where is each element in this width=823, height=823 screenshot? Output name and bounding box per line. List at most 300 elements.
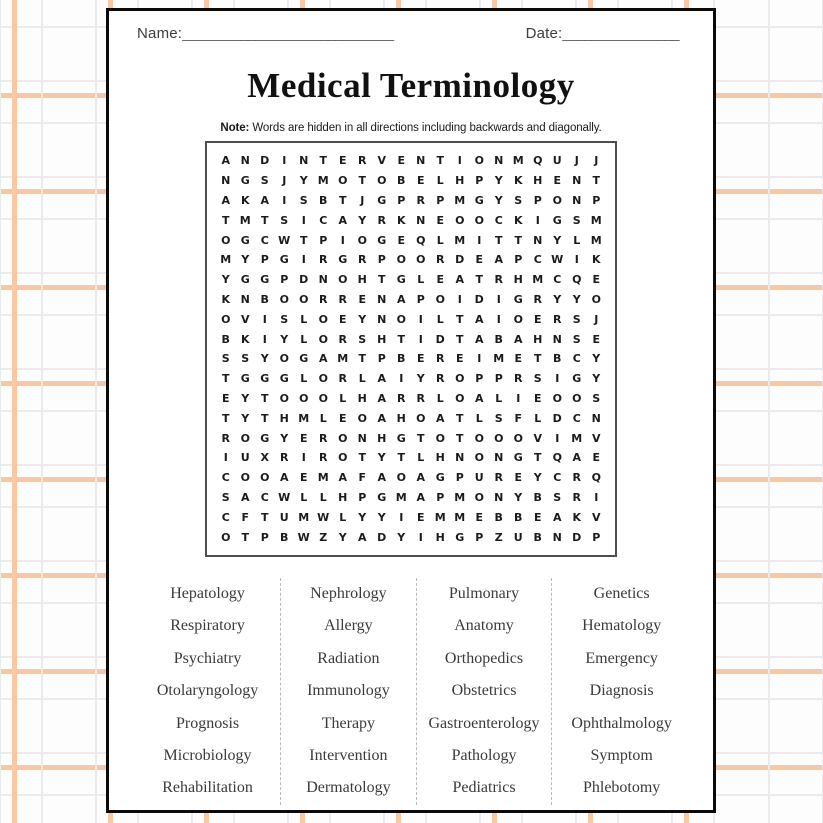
grid-letter: Y (280, 332, 289, 346)
grid-letter: R (397, 391, 406, 405)
grid-letter: P (416, 292, 425, 306)
grid-letter: K (396, 213, 406, 227)
grid-letter: Q (416, 233, 426, 247)
grid-letter: D (260, 154, 270, 168)
grid-letter: V (377, 154, 386, 168)
grid-letter: A (279, 471, 289, 485)
grid-letter: M (395, 490, 407, 504)
grid-letter: N (416, 213, 426, 227)
grid-letter: O (357, 233, 367, 247)
grid-letter: I (496, 292, 501, 306)
grid-letter: P (358, 490, 367, 504)
word-item: Nephrology (310, 585, 387, 602)
grid-letter: I (223, 451, 228, 465)
grid-letter: H (396, 411, 406, 425)
grid-letter: O (318, 332, 328, 346)
grid-letter: R (358, 154, 367, 168)
word-item: Genetics (593, 585, 650, 602)
grid-letter: A (572, 451, 581, 465)
grid-letter: O (299, 391, 309, 405)
grid-letter: M (454, 510, 466, 524)
grid-letter: T (533, 451, 542, 465)
grid-letter: M (337, 352, 349, 366)
grid-letter: R (416, 391, 425, 405)
grid-letter: O (279, 292, 289, 306)
grid-letter: N (357, 431, 367, 445)
grid-letter: E (338, 312, 347, 326)
grid-letter: T (397, 451, 405, 465)
grid-letter: O (435, 292, 445, 306)
grid-letter: I (399, 372, 404, 386)
word-item: Hematology (582, 617, 662, 635)
grid-letter: T (319, 154, 327, 168)
grid-letter: L (417, 451, 425, 465)
grid-letter: A (221, 193, 230, 207)
grid-letter: T (358, 352, 366, 366)
grid-letter: P (377, 253, 386, 267)
grid-letter: S (514, 193, 523, 207)
grid-letter: U (279, 510, 289, 524)
grid-letter: O (221, 530, 231, 544)
grid-letter: O (455, 391, 465, 405)
grid-letter: P (592, 530, 601, 544)
grid-letter: C (572, 411, 581, 425)
word-item: Immunology (307, 682, 390, 700)
grid-letter: I (594, 490, 599, 504)
word-item: Microbiology (163, 746, 252, 764)
grid-letter: E (475, 253, 483, 267)
grid-letter: N (591, 411, 601, 425)
grid-letter: P (280, 273, 289, 287)
grid-letter: L (339, 391, 347, 405)
grid-letter: Y (533, 471, 542, 485)
grid-letter: M (590, 233, 602, 247)
grid-letter: H (435, 530, 445, 544)
word-column (135, 578, 280, 805)
grid-letter: E (592, 273, 600, 287)
grid-letter: P (377, 352, 386, 366)
grid-letter: V (533, 431, 542, 445)
grid-letter: A (396, 292, 406, 306)
grid-letter: C (319, 213, 328, 227)
grid-letter: H (435, 451, 445, 465)
grid-letter: B (533, 490, 542, 504)
grid-letter: P (455, 471, 464, 485)
grid-letter: S (299, 193, 308, 207)
grid-letter: H (338, 490, 348, 504)
grid-letter: Q (552, 451, 562, 465)
grid-letter: M (454, 233, 466, 247)
grid-letter: O (338, 431, 348, 445)
grid-letter: M (239, 213, 251, 227)
grid-letter: W (297, 530, 310, 544)
grid-letter: N (494, 154, 504, 168)
grid-letter: R (436, 372, 445, 386)
grid-letter: C (221, 471, 230, 485)
grid-letter: O (338, 451, 348, 465)
grid-letter: L (573, 233, 581, 247)
grid-letter: T (260, 391, 269, 405)
grid-letter: B (553, 352, 562, 366)
grid-letter: R (494, 471, 503, 485)
name-label: Name: (137, 25, 183, 42)
word-item: Anatomy (454, 617, 514, 635)
grid-letter: B (397, 174, 406, 188)
grid-letter: S (592, 391, 601, 405)
grid-letter: E (553, 174, 561, 188)
worksheet-page (106, 8, 716, 813)
grid-letter: T (221, 372, 230, 386)
grid-letter: F (514, 411, 522, 425)
grid-letter: K (513, 213, 523, 227)
grid-letter: O (474, 451, 484, 465)
grid-letter: N (494, 490, 504, 504)
grid-letter: E (299, 471, 308, 485)
grid-letter: T (299, 233, 308, 247)
grid-letter: T (592, 174, 600, 188)
word-column (551, 578, 691, 805)
grid-letter: E (299, 431, 308, 445)
grid-letter: R (572, 471, 581, 485)
grid-letter: A (377, 411, 386, 425)
grid-letter: T (260, 213, 269, 227)
grid-letter: X (260, 451, 269, 465)
word-item: Rehabilitation (162, 779, 253, 797)
grid-letter: E (397, 154, 405, 168)
grid-letter: T (338, 193, 347, 207)
grid-letter: T (221, 213, 230, 227)
grid-letter: T (514, 233, 522, 247)
grid-letter: P (475, 174, 484, 188)
grid-letter: R (377, 213, 386, 227)
grid-letter: M (493, 352, 505, 366)
grid-letter: O (260, 471, 270, 485)
grid-letter: R (338, 372, 347, 386)
grid-letter: R (221, 431, 230, 445)
word-item: Ophthalmology (571, 714, 672, 732)
grid-letter: B (221, 332, 230, 346)
grid-letter: Q (533, 154, 543, 168)
grid-letter: P (260, 530, 269, 544)
grid-letter: A (455, 273, 464, 287)
grid-letter: A (338, 471, 347, 485)
grid-letter: M (571, 431, 583, 445)
grid-letter: O (513, 312, 523, 326)
grid-letter: L (300, 490, 308, 504)
grid-letter: Y (260, 352, 269, 366)
grid-letter: G (455, 530, 465, 544)
grid-letter: E (475, 510, 483, 524)
grid-letter: C (553, 471, 562, 485)
grid-letter: B (260, 292, 269, 306)
grid-letter: G (396, 273, 406, 287)
grid-letter: K (240, 193, 250, 207)
grid-letter: Y (397, 530, 406, 544)
grid-letter: R (436, 352, 445, 366)
grid-letter: N (572, 193, 582, 207)
grid-letter: T (455, 332, 464, 346)
grid-letter: H (279, 411, 289, 425)
grid-letter: J (574, 154, 579, 168)
grid-letter: Z (319, 530, 328, 544)
grid-letter: J (594, 312, 599, 326)
grid-letter: G (240, 273, 250, 287)
date-field-group (526, 25, 679, 42)
grid-letter: L (495, 391, 503, 405)
grid-letter: B (280, 530, 289, 544)
grid-letter: O (299, 292, 309, 306)
grid-letter: R (436, 253, 445, 267)
word-item: Pathology (451, 746, 517, 764)
grid-letter: O (318, 372, 328, 386)
grid-letter: Q (591, 471, 601, 485)
grid-letter: O (318, 312, 328, 326)
grid-letter: J (594, 154, 599, 168)
grid-letter: A (474, 312, 484, 326)
grid-letter: N (299, 154, 309, 168)
grid-letter: Y (514, 490, 523, 504)
grid-letter: G (513, 451, 523, 465)
grid-letter: I (301, 451, 306, 465)
page-title: Medical Terminology (247, 66, 575, 105)
grid-letter: P (592, 193, 601, 207)
grid-letter: G (240, 174, 250, 188)
grid-letter: F (358, 471, 366, 485)
grid-letter: C (572, 352, 581, 366)
grid-letter: Q (572, 273, 582, 287)
grid-letter: R (553, 312, 562, 326)
grid-letter: D (474, 292, 484, 306)
grid-letter: M (590, 213, 602, 227)
grid-letter: K (513, 174, 523, 188)
grid-letter: D (455, 253, 465, 267)
grid-letter: F (241, 510, 249, 524)
grid-letter: I (555, 372, 560, 386)
grid-letter: S (358, 332, 367, 346)
grid-letter: B (533, 530, 542, 544)
grid-letter: M (512, 154, 524, 168)
word-item: Phlebotomy (582, 779, 661, 797)
grid-letter: O (513, 431, 523, 445)
grid-letter: N (572, 174, 582, 188)
grid-letter: C (260, 490, 269, 504)
grid-letter: R (416, 193, 425, 207)
grid-letter: Y (241, 411, 250, 425)
grid-letter: I (574, 253, 579, 267)
grid-letter: I (282, 154, 287, 168)
word-item: Therapy (321, 714, 376, 732)
grid-letter: R (533, 292, 542, 306)
grid-letter: S (221, 490, 230, 504)
grid-letter: C (260, 233, 269, 247)
grid-letter: T (436, 154, 444, 168)
grid-letter: P (494, 372, 503, 386)
grid-letter: A (377, 372, 386, 386)
grid-letter: O (591, 292, 601, 306)
grid-letter: S (572, 213, 581, 227)
grid-letter: O (474, 431, 484, 445)
grid-letter: G (279, 372, 289, 386)
grid-letter: R (319, 451, 328, 465)
grid-letter: B (319, 193, 328, 207)
grid-letter: V (591, 510, 601, 524)
word-item: Hepatology (170, 585, 245, 602)
grid-letter: U (513, 530, 523, 544)
grid-letter: A (552, 510, 562, 524)
grid-letter: T (241, 530, 249, 544)
grid-letter: E (533, 312, 542, 326)
grid-letter: O (240, 471, 250, 485)
grid-letter: U (240, 451, 250, 465)
grid-letter: E (416, 352, 425, 366)
grid-letter: S (221, 352, 230, 366)
grid-letter: T (455, 431, 464, 445)
grid-letter: R (358, 253, 367, 267)
grid-letter: B (494, 332, 503, 346)
grid-letter: Y (358, 213, 367, 227)
grid-letter: M (454, 193, 466, 207)
grid-letter: B (494, 510, 503, 524)
grid-letter: T (377, 273, 386, 287)
grid-letter: K (240, 332, 250, 346)
grid-letter: T (397, 332, 405, 346)
grid-letter: O (338, 273, 348, 287)
word-item: Prognosis (175, 714, 240, 732)
grid-letter: P (436, 490, 445, 504)
grid-letter: G (377, 233, 387, 247)
grid-letter: P (475, 372, 484, 386)
grid-letter: N (377, 312, 387, 326)
grid-letter: N (494, 451, 504, 465)
grid-letter: N (377, 292, 387, 306)
grid-letter: R (319, 431, 328, 445)
grid-letter: C (221, 510, 230, 524)
grid-letter: L (339, 510, 347, 524)
grid-letter: A (474, 391, 484, 405)
grid-letter: J (360, 193, 365, 207)
grid-letter: E (514, 352, 522, 366)
grid-letter: I (418, 312, 423, 326)
grid-letter: W (551, 253, 564, 267)
word-item: Dermatology (306, 779, 391, 797)
grid-letter: L (436, 391, 444, 405)
grid-letter: P (260, 253, 269, 267)
grid-letter: Y (241, 253, 250, 267)
grid-letter: I (301, 213, 306, 227)
grid-letter: L (417, 273, 425, 287)
grid-letter: Y (358, 510, 367, 524)
grid-letter: P (436, 193, 445, 207)
grid-letter: T (475, 273, 483, 287)
grid-letter: Y (221, 273, 230, 287)
grid-letter: P (397, 193, 406, 207)
grid-letter: Y (572, 292, 581, 306)
grid-letter: A (513, 332, 523, 346)
grid-letter: E (416, 510, 425, 524)
grid-letter: S (280, 312, 289, 326)
grid-letter: I (457, 154, 462, 168)
grid-letter: G (377, 490, 387, 504)
grid-letter: O (474, 490, 484, 504)
grid-letter: Y (241, 391, 250, 405)
grid-letter: O (572, 391, 582, 405)
grid-letter: L (300, 372, 308, 386)
grid-letter: Y (494, 174, 503, 188)
grid-letter: E (533, 510, 542, 524)
grid-letter: G (572, 372, 582, 386)
grid-letter: L (300, 332, 308, 346)
note-text: Words are hidden in all directions including backwards and diagonally. (249, 122, 602, 134)
grid-letter: E (338, 411, 347, 425)
grid-letter: H (533, 332, 543, 346)
grid-letter: O (552, 193, 562, 207)
grid-letter: G (435, 471, 445, 485)
grid-letter: B (397, 352, 406, 366)
word-column (280, 578, 416, 805)
puzzle-grid (205, 141, 617, 557)
grid-letter: L (319, 411, 327, 425)
grid-letter: I (262, 332, 267, 346)
grid-letter: A (240, 490, 250, 504)
grid-letter: T (260, 411, 269, 425)
grid-letter: O (338, 174, 348, 188)
grid-letter: O (377, 174, 387, 188)
grid-letter: E (436, 213, 444, 227)
grid-letter: O (455, 213, 465, 227)
grid-letter: G (260, 431, 270, 445)
word-item: Otolaryngology (156, 682, 259, 700)
word-item: Pediatrics (452, 779, 516, 797)
grid-letter: H (357, 273, 367, 287)
grid-letter: R (514, 372, 523, 386)
grid-letter: I (418, 332, 423, 346)
grid-letter: R (319, 292, 328, 306)
grid-letter: Y (299, 174, 308, 188)
grid-letter: H (357, 391, 367, 405)
grid-letter: G (474, 193, 484, 207)
grid-letter: L (534, 411, 542, 425)
grid-letter: A (416, 490, 425, 504)
grid-letter: C (533, 253, 542, 267)
grid-letter: E (592, 332, 600, 346)
word-item: Obstetrics (451, 682, 517, 700)
grid-letter: O (474, 213, 484, 227)
grid-letter: G (513, 292, 523, 306)
grid-letter: T (358, 174, 366, 188)
grid-letter: T (494, 233, 503, 247)
header-row (109, 11, 713, 42)
grid-letter: P (475, 530, 484, 544)
grid-letter: C (494, 213, 503, 227)
grid-letter: S (241, 352, 250, 366)
grid-letter: Y (280, 431, 289, 445)
grid-letter: K (591, 253, 601, 267)
grid-letter: E (221, 391, 230, 405)
grid-letter: H (377, 431, 387, 445)
grid-letter: S (572, 312, 581, 326)
grid-letter: T (221, 411, 230, 425)
date-label: Date: (525, 25, 563, 42)
grid-letter: E (455, 352, 464, 366)
grid-letter: I (399, 510, 404, 524)
grid-letter: G (240, 233, 250, 247)
grid-letter: V (240, 312, 250, 326)
grid-letter: O (416, 411, 426, 425)
grid-letter: O (279, 391, 289, 405)
grid-letter: D (377, 530, 387, 544)
grid-letter: P (533, 193, 542, 207)
note-label: Note: (220, 122, 250, 134)
